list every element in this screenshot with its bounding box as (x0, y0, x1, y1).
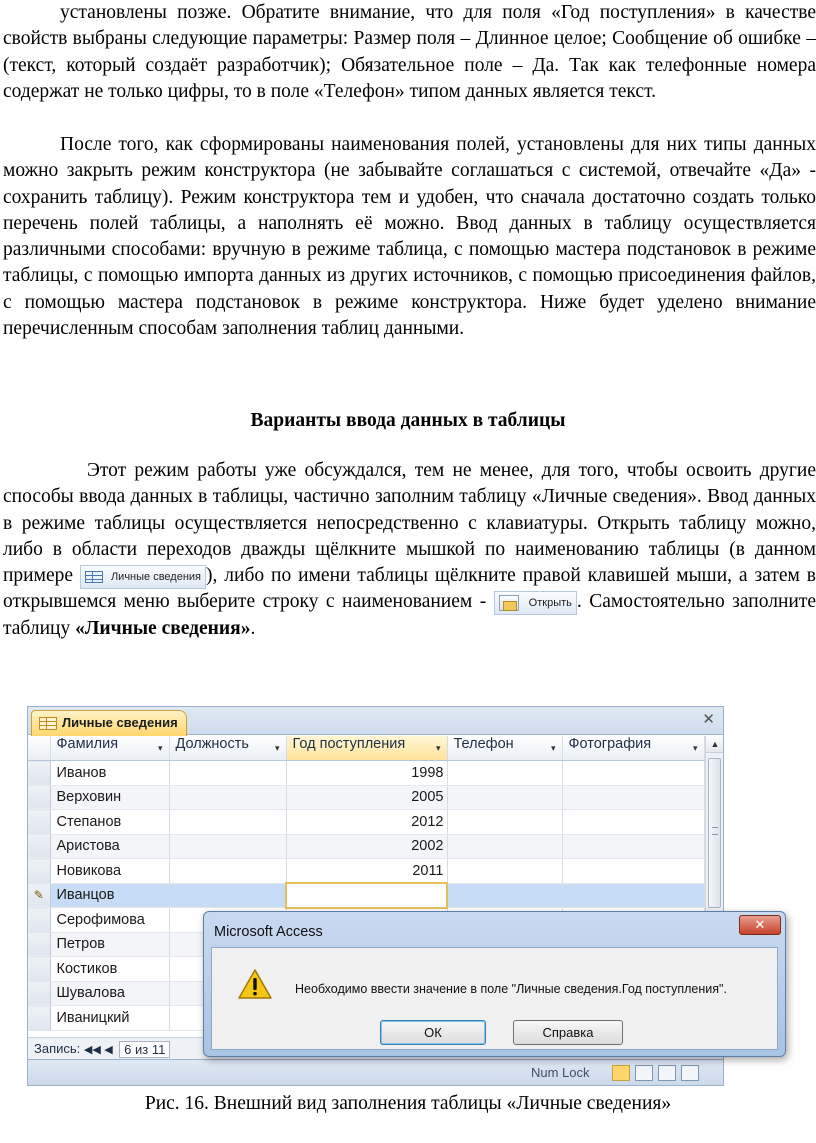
cell-surname[interactable]: Иванцов (50, 883, 169, 908)
row-selector[interactable] (28, 957, 50, 982)
table-icon (85, 571, 103, 583)
table-row[interactable] (28, 834, 704, 859)
column-label: Год поступления (292, 736, 406, 752)
table-row[interactable] (28, 761, 704, 786)
nav-pane-table-label: Личные сведения (110, 570, 202, 583)
cell-photo[interactable] (562, 785, 704, 810)
cell-surname[interactable]: Новикова (50, 859, 169, 884)
ok-button[interactable]: ОК (380, 1020, 486, 1045)
table-row[interactable] (28, 810, 704, 835)
paragraph-text-a: Этот режим работы уже обсуждался, тем не менее, для того, чтобы освоить другие способы ввода данных в таблицы, частично заполним таблицу «Личные сведения». Ввод данных в режиме таблицы осуществляется непосредственно с клавиатуры. Открыть таблицу можно, либо в области переходов дважды щёлкните мышкой по наименованию таблицы (в данном примере (3, 460, 816, 587)
cell-position[interactable] (169, 761, 286, 786)
first-record-icon[interactable]: ◀◀ (83, 1044, 101, 1056)
cell-year[interactable]: 2011 (286, 859, 447, 884)
cell-surname[interactable]: Верховин (50, 785, 169, 810)
cell-position[interactable] (169, 785, 286, 810)
record-label: Запись: (34, 1041, 81, 1056)
column-header-position[interactable] (169, 736, 286, 761)
chevron-down-icon[interactable]: ▾ (550, 743, 556, 753)
cell-year[interactable]: 2002 (286, 834, 447, 859)
help-button[interactable]: Справка (513, 1020, 623, 1045)
chevron-down-icon[interactable]: ▾ (692, 743, 698, 753)
row-selector[interactable] (28, 932, 50, 957)
table-icon (39, 717, 57, 730)
cell-phone[interactable] (447, 785, 562, 810)
pivot-chart-view-icon[interactable] (658, 1065, 676, 1081)
column-header-surname[interactable] (50, 736, 169, 761)
dialog-message: Необходимо ввести значение в поле "Личные сведения.Год поступления". (295, 982, 727, 996)
cell-photo[interactable] (562, 859, 704, 884)
cell-surname[interactable]: Степанов (50, 810, 169, 835)
cell-phone[interactable] (447, 834, 562, 859)
cell-year-editing[interactable] (286, 883, 447, 908)
row-selector[interactable] (28, 908, 50, 933)
close-icon[interactable]: ✕ (739, 915, 781, 935)
cell-year[interactable]: 2012 (286, 810, 447, 835)
table-row[interactable] (28, 859, 704, 884)
error-dialog (203, 911, 786, 1057)
chevron-down-icon[interactable]: ▾ (274, 743, 280, 753)
column-label: Телефон (453, 736, 514, 752)
table-row[interactable] (28, 785, 704, 810)
datasheet-view-icon[interactable] (612, 1065, 630, 1081)
pencil-icon: ✎ (33, 888, 44, 903)
row-selector[interactable] (28, 1006, 50, 1031)
cell-surname[interactable]: Костиков (50, 957, 169, 982)
chevron-down-icon[interactable]: ▾ (435, 743, 441, 753)
design-view-icon[interactable] (681, 1065, 699, 1081)
cell-surname[interactable]: Иванов (50, 761, 169, 786)
section-heading: Варианты ввода данных в таблицы (250, 410, 566, 431)
paragraph-data-entry (3, 458, 816, 642)
paragraph-text-c: . Самостоятельно заполните таблицу (3, 591, 816, 639)
cell-phone[interactable] (447, 883, 562, 908)
paragraph-text-b: ), либо по имени таблицы щёлкните правой клавишей мыши, а затем в открывшемся меню выберите строку с наименованием - (3, 565, 816, 613)
cell-photo[interactable] (562, 883, 704, 908)
grip-icon (712, 827, 718, 835)
nav-pane-table-item[interactable] (80, 565, 206, 589)
cell-year[interactable]: 1998 (286, 761, 447, 786)
cell-phone[interactable] (447, 859, 562, 884)
paragraph-designer-mode: После того, как сформированы наименования полей, установлены для них типы данных можно закрыть режим конструктора (не забывайте соглашаться с системой, отвечайте «Да» - сохранить таблицу). Режим конструктора тем и удобен, что сначала достаточно создать только перечень полей таблицы, а наполнять её можно. Ввод данных в таблицу осуществляется различными способами: вручную в режиме таблица, с помощью мастера подстановок в режиме таблицы, с помощью импорта данных из других источников, с помощью присоединения файлов, с помощью мастера подстановок в режиме конструктора. Ниже будет уделено внимание перечисленным способам заполнения таблиц данными. (3, 134, 816, 340)
cell-position[interactable] (169, 859, 286, 884)
table-name-bold: «Личные сведения» (75, 617, 251, 639)
prev-record-icon[interactable]: ◀ (104, 1044, 113, 1056)
numlock-indicator: Num Lock (531, 1065, 590, 1080)
table-row-current[interactable] (28, 883, 704, 908)
cell-position[interactable] (169, 810, 286, 835)
cell-surname[interactable]: Аристова (50, 834, 169, 859)
paragraph-end: . (250, 617, 256, 639)
context-menu-open-label: Открыть (528, 597, 572, 610)
status-bar (28, 1059, 723, 1086)
open-icon (499, 595, 519, 611)
close-icon[interactable]: ✕ (702, 711, 715, 728)
row-selector[interactable] (28, 859, 50, 884)
cell-photo[interactable] (562, 810, 704, 835)
cell-position[interactable] (169, 883, 286, 908)
cell-phone[interactable] (447, 761, 562, 786)
column-label: Фотография (568, 736, 652, 752)
scroll-thumb[interactable] (708, 758, 721, 908)
dialog-body (211, 947, 778, 1050)
cell-surname[interactable]: Иваницкий (50, 1006, 169, 1031)
column-header-year[interactable] (286, 736, 447, 761)
cell-photo[interactable] (562, 834, 704, 859)
row-selector[interactable] (28, 834, 50, 859)
select-all-corner[interactable] (28, 736, 50, 761)
row-selector[interactable] (28, 883, 50, 908)
context-menu-open-item[interactable] (494, 591, 577, 615)
document-tab-bar (28, 707, 723, 735)
column-header-phone[interactable] (447, 736, 562, 761)
tab-personal-info[interactable] (31, 710, 187, 736)
warning-icon (237, 968, 273, 1000)
row-selector[interactable] (28, 785, 50, 810)
paragraph-continued: установлены позже. Обратите внимание, что для поля «Год поступления» в качестве свойств выбраны следующие параметры: Размер поля – Длинное целое; Сообщение об ошибке – (текст, который создаёт разработчик); Обязательное поле – Да. Так как телефонные номера содержат не только цифры, то в поле «Телефон» типом данных является текст. (3, 2, 816, 102)
cell-phone[interactable] (447, 810, 562, 835)
record-position-field[interactable]: 6 из 11 (119, 1041, 170, 1058)
row-selector[interactable] (28, 981, 50, 1006)
cell-surname[interactable]: Шувалова (50, 981, 169, 1006)
column-label: Фамилия (56, 736, 119, 752)
tab-label: Личные сведения (62, 715, 178, 730)
cell-surname[interactable]: Петров (50, 932, 169, 957)
cell-year[interactable]: 2005 (286, 785, 447, 810)
row-selector[interactable] (28, 761, 50, 786)
scroll-up-icon[interactable]: ▲ (706, 736, 724, 753)
dialog-title: Microsoft Access (214, 924, 323, 940)
cell-photo[interactable] (562, 761, 704, 786)
cell-position[interactable] (169, 834, 286, 859)
row-selector[interactable] (28, 810, 50, 835)
cell-surname[interactable]: Серофимова (50, 908, 169, 933)
column-header-photo[interactable] (562, 736, 704, 761)
chevron-down-icon[interactable]: ▾ (157, 743, 163, 753)
pivot-table-view-icon[interactable] (635, 1065, 653, 1081)
column-label: Должность (175, 736, 249, 752)
figure-caption: Рис. 16. Внешний вид заполнения таблицы «Личные сведения» (144, 1093, 672, 1114)
